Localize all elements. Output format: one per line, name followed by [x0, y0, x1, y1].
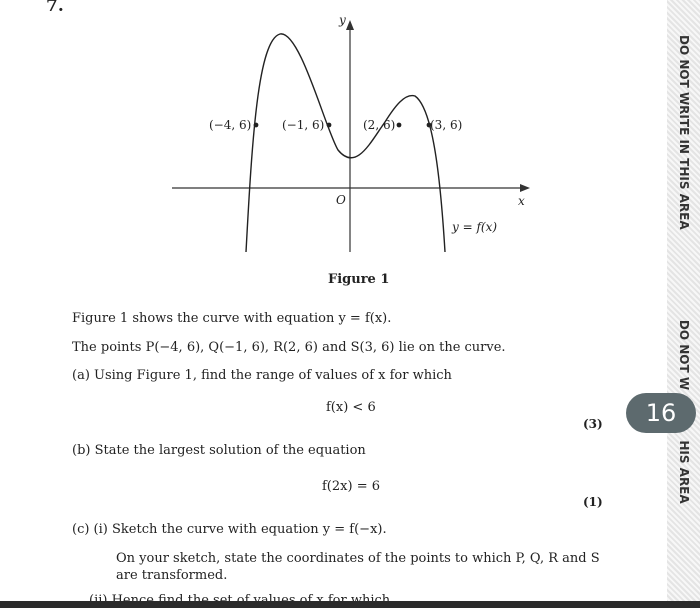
page-number-badge: 16	[626, 393, 696, 433]
y-axis-label: y	[339, 13, 346, 27]
part-c-i-line-3: are transformed.	[116, 568, 228, 583]
point-label-P: (−4, 6)	[209, 118, 252, 132]
intro-line-2: The points P(−4, 6), Q(−1, 6), R(2, 6) and S(3, 6) lie on the curve.	[72, 340, 506, 355]
point-label-R: (2, 6)	[363, 118, 396, 132]
curve-f	[246, 34, 445, 252]
part-b-marks: (1)	[583, 495, 603, 509]
part-a-text: (a) Using Figure 1, find the range of values of x for which	[72, 368, 452, 383]
y-axis-arrow	[346, 20, 354, 30]
part-c-i-line-2: On your sketch, state the coordinates of the points to which P, Q, R and S	[116, 551, 600, 566]
part-b-equation: f(2x) = 6	[322, 479, 380, 494]
curve-label: y = f(x)	[452, 220, 498, 234]
point-label-Q: (−1, 6)	[282, 118, 325, 132]
bottom-bar	[0, 601, 700, 608]
margin-warning-upper: DO NOT WRITE IN THIS AREA	[677, 35, 691, 230]
intro-line-1: Figure 1 shows the curve with equation y = f(x).	[72, 311, 392, 326]
figure-1-graph	[0, 0, 560, 270]
x-axis-arrow	[520, 184, 530, 192]
point-P	[254, 123, 259, 128]
figure-caption: Figure 1	[328, 272, 390, 287]
x-axis-label: x	[518, 194, 525, 208]
point-R	[397, 123, 402, 128]
origin-label: O	[336, 193, 346, 207]
part-a-inequality: f(x) < 6	[326, 400, 376, 415]
part-c-i-text: (c) (i) Sketch the curve with equation y = f(−x).	[72, 522, 387, 537]
margin-warning-middle: DO NOT W	[677, 319, 691, 391]
question-number: 7.	[46, 0, 64, 16]
part-a-marks: (3)	[583, 417, 603, 431]
margin-warning-lower: HIS AREA	[677, 440, 691, 504]
point-label-S: (3, 6)	[430, 118, 463, 132]
point-Q	[327, 123, 332, 128]
part-b-text: (b) State the largest solution of the equation	[72, 443, 366, 458]
